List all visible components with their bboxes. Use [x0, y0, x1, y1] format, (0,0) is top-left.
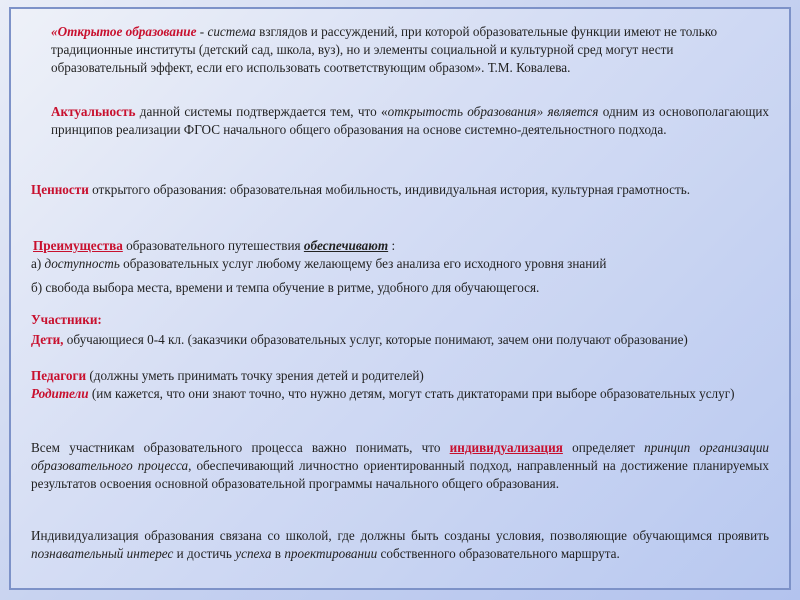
ensure-word: обеспечивают	[303, 238, 389, 253]
school-paragraph: Индивидуализация образования связана со школой, где должны быть созданы условия, позволяющие обучающимся проявить познавательный интерес и достичь успеха в проектировании собственного образовательного маршрута.	[31, 528, 769, 561]
participants-heading: Участники:	[31, 312, 102, 327]
participant-teachers: Педагоги (должны уметь принимать точку зрения детей и родителей)	[31, 368, 424, 383]
individualization-paragraph: Всем участникам образовательного процесса важно понимать, что индивидуализация определяет принцип организации образовательного процесса, обеспечивающий личностно ориентированный подход, направленный на достижение планируемых результатов освоения основной образовательной программы начального общего образования.	[31, 440, 770, 491]
definition-term: «Открытое образование	[51, 24, 197, 39]
values-paragraph: Ценности открытого образования: образовательная мобильность, индивидуальная история, культурная грамотность.	[31, 182, 691, 197]
definition-system: система	[207, 24, 256, 39]
participant-children: Дети, обучающиеся 0-4 кл. (заказчики образовательных услуг, которые понимают, зачем они получают образование)	[31, 332, 688, 347]
advantages-heading: Преимущества образовательного путешествия обеспечивают :	[33, 238, 396, 253]
advantages-term: Преимущества	[33, 238, 123, 253]
advantage-a: а) доступность образовательных услуг любому желающему без анализа его исходного уровня знаний	[31, 256, 607, 271]
definition-text: взглядов и рассуждений, при которой образовательные функции имеют не только традиционные институты (детский сад, школа, вуз), но и элементы социальной и культурной сред могут нести образовательный эффект, если его использовать соответствующим образом». Т.М. Ковалева.	[51, 24, 718, 75]
relevance-paragraph: Актуальность данной системы подтверждается тем, что «открытость образования» является одним из основополагающих принципов реализации ФГОС начального общего образования на основе системно-деятельностного подхода.	[51, 104, 769, 137]
content-frame	[9, 7, 791, 590]
values-term: Ценности	[31, 182, 89, 197]
relevance-term: Актуальность	[51, 104, 136, 119]
individualization-term: индивидуализация	[449, 440, 563, 455]
participant-parents: Родители (им кажется, что они знают точно, что нужно детям, могут стать диктаторами при выборе образовательных услуг)	[31, 386, 735, 401]
definition-paragraph: «Открытое образование - система взглядов и рассуждений, при которой образовательные функции имеют не только традиционные институты (детский сад, школа, вуз), но и элементы социальной и культурной сред могут нести образовательный эффект, если его использовать соответствующим образом». Т.М. Ковалева.	[51, 24, 718, 75]
advantage-b: б) свобода выбора места, времени и темпа обучение в ритме, удобного для обучающегося.	[31, 280, 540, 295]
